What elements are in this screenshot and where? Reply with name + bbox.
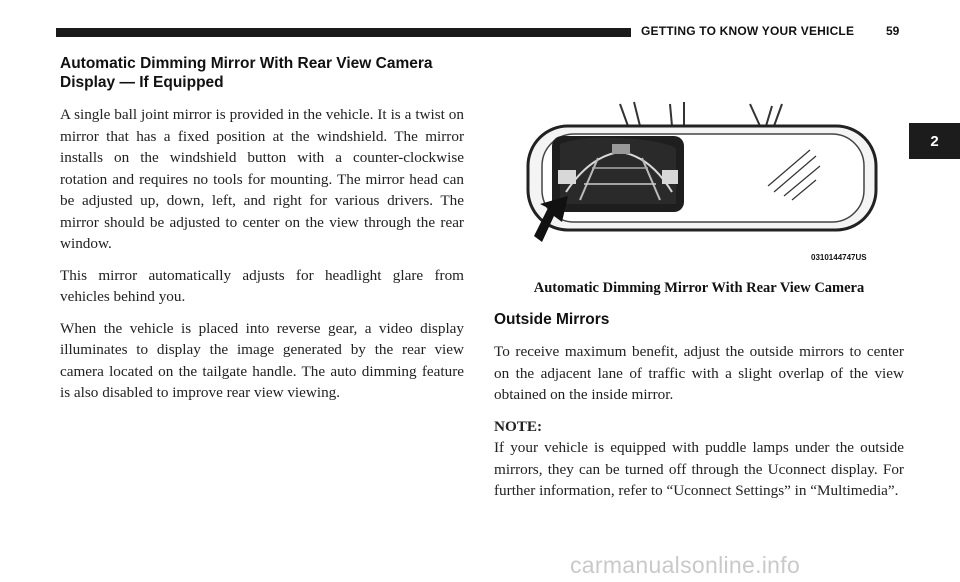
mirror-heading: Automatic Dimming Mirror With Rear View Camera Display — If Equipped [60,55,433,91]
header-rule [56,28,631,37]
page-number: 59 [886,24,900,38]
right-column [494,310,904,512]
figure-caption: Automatic Dimming Mirror With Rear View Camera [533,280,865,296]
mirror-illustration [520,96,884,264]
outside-mirrors-paragraph: To receive maximum benefit, adjust the outside mirrors to center on the adjacent lane of traffic with a slight overlap of the view obtained on the inside mirror. [494,343,904,403]
mirror-drawing [520,96,884,264]
figure-code: 0310144747US [811,253,867,262]
note-text: If your vehicle is equipped with puddle lamps under the outside mirrors, they can be turned off through the Uconnect display. For further information, refer to “Uconnect Settings” in “Multimedia”. [494,439,904,499]
mirror-paragraph-1: A single ball joint mirror is provided in the vehicle. It is a twist on mirror that has a fixed position at the windshield. The mirror installs on the windshield button with a counter-clockwise rotation and requires no tools for mounting. The mirror head can be adjusted up, down, left, and right for various drivers. The mirror should be adjusted to center on the view through the rear window. [60,106,464,252]
section-title: GETTING TO KNOW YOUR VEHICLE [641,24,855,38]
left-column [60,54,464,414]
chapter-tab: 2 [909,123,960,159]
watermark: carmanualsonline.info [570,552,801,578]
mirror-paragraph-3: When the vehicle is placed into reverse gear, a video display illuminates to display the image generated by the rear view camera located on the tailgate handle. The auto dimming feature is also disabled to improve rear view viewing. [60,319,464,401]
note-label: NOTE: [494,417,543,435]
outside-mirrors-heading: Outside Mirrors [494,311,610,328]
mirror-paragraph-2: This mirror automatically adjusts for headlight glare from vehicles behind you. [60,266,464,305]
